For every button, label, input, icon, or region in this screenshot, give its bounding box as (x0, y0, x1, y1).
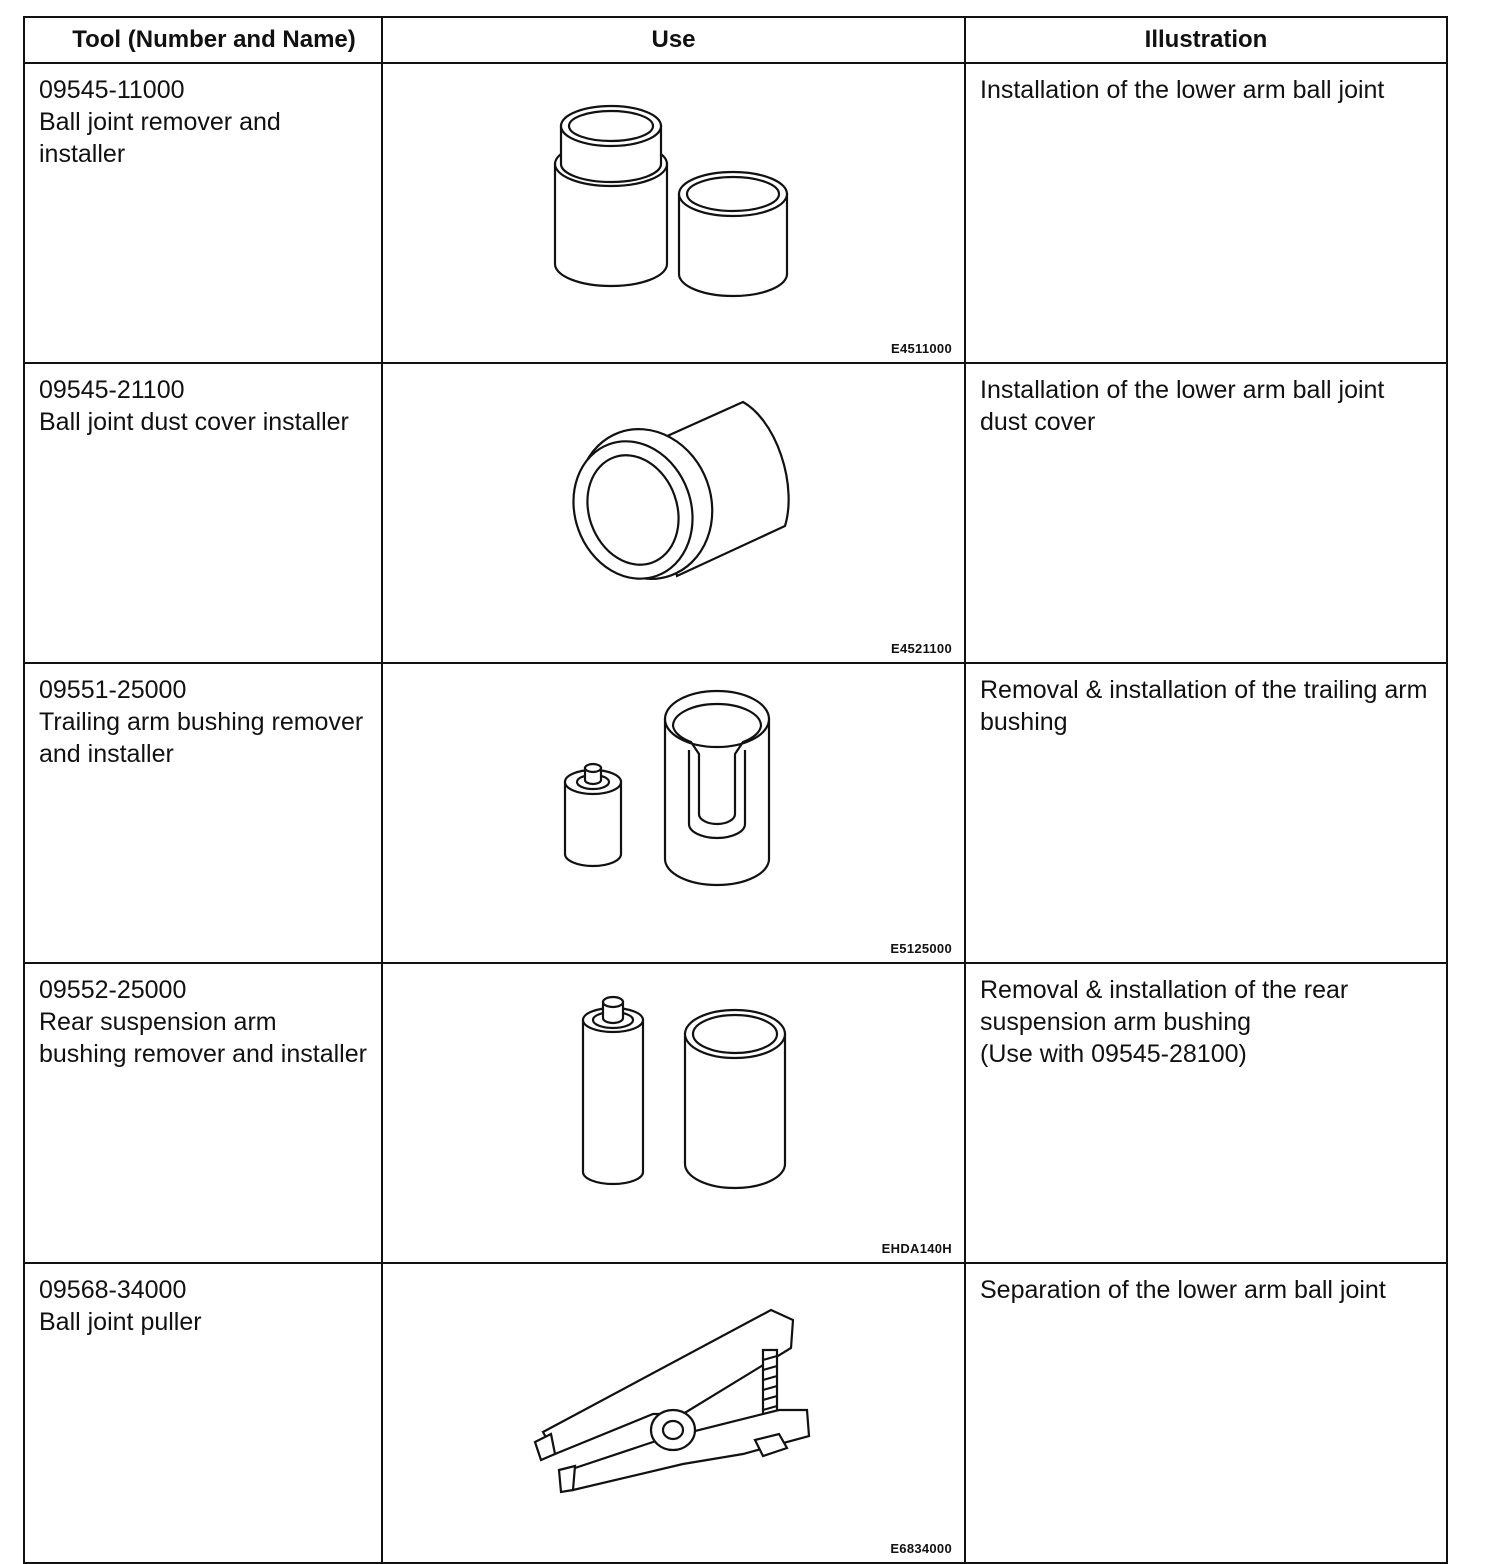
rear-suspension-bushing-tool-icon (383, 964, 963, 1254)
tool-cell (24, 663, 382, 963)
image-code: E5125000 (890, 941, 952, 956)
description-cell: Installation of the lower arm ball joint dust cover (965, 363, 1447, 663)
table-row (24, 63, 1447, 363)
header-tool: Tool (Number and Name) (24, 17, 382, 63)
table-row (24, 963, 1447, 1263)
tool-number: 09551-25000 (39, 676, 187, 704)
tool-number: 09568-34000 (39, 1276, 187, 1304)
special-tools-table (23, 16, 1448, 1564)
description-cell: Removal & installation of the rear suspension arm bushing (Use with 09545-28100) (965, 963, 1447, 1263)
tool-cell (24, 963, 382, 1263)
tool-number: 09545-21100 (39, 376, 185, 404)
tool-number: 09552-25000 (39, 976, 187, 1004)
use-cell (382, 363, 965, 663)
tool-name: Ball joint puller (39, 1308, 202, 1336)
header-row (24, 17, 1447, 63)
tool-cell (24, 363, 382, 663)
tool-number: 09545-11000 (39, 76, 185, 104)
table-row (24, 363, 1447, 663)
header-use: Use (382, 17, 965, 63)
description-cell: Removal & installation of the trailing arm bushing (965, 663, 1447, 963)
image-code: E4521100 (891, 641, 952, 656)
table-row (24, 663, 1447, 963)
tool-name: Ball joint dust cover installer (39, 408, 349, 436)
tool-name: Rear suspension arm bushing remover and installer (39, 1008, 367, 1068)
tool-cell (24, 63, 382, 363)
use-cell (382, 1263, 965, 1563)
use-cell (382, 963, 965, 1263)
ball-joint-puller-icon (383, 1264, 963, 1554)
trailing-arm-bushing-tool-icon (383, 664, 963, 954)
use-cell (382, 663, 965, 963)
tool-name: Trailing arm bushing remover and installer (39, 708, 364, 768)
tool-name: Ball joint remover and installer (39, 108, 281, 168)
ball-joint-remover-installer-icon (383, 64, 963, 354)
image-code: E6834000 (890, 1541, 952, 1556)
dust-cover-installer-icon (383, 364, 963, 654)
table-row (24, 1263, 1447, 1563)
description-cell: Installation of the lower arm ball joint (965, 63, 1447, 363)
header-illustration: Illustration (965, 17, 1447, 63)
description-cell: Separation of the lower arm ball joint (965, 1263, 1447, 1563)
use-cell (382, 63, 965, 363)
tool-cell (24, 1263, 382, 1563)
image-code: E4511000 (891, 341, 952, 356)
image-code: EHDA140H (881, 1241, 952, 1256)
